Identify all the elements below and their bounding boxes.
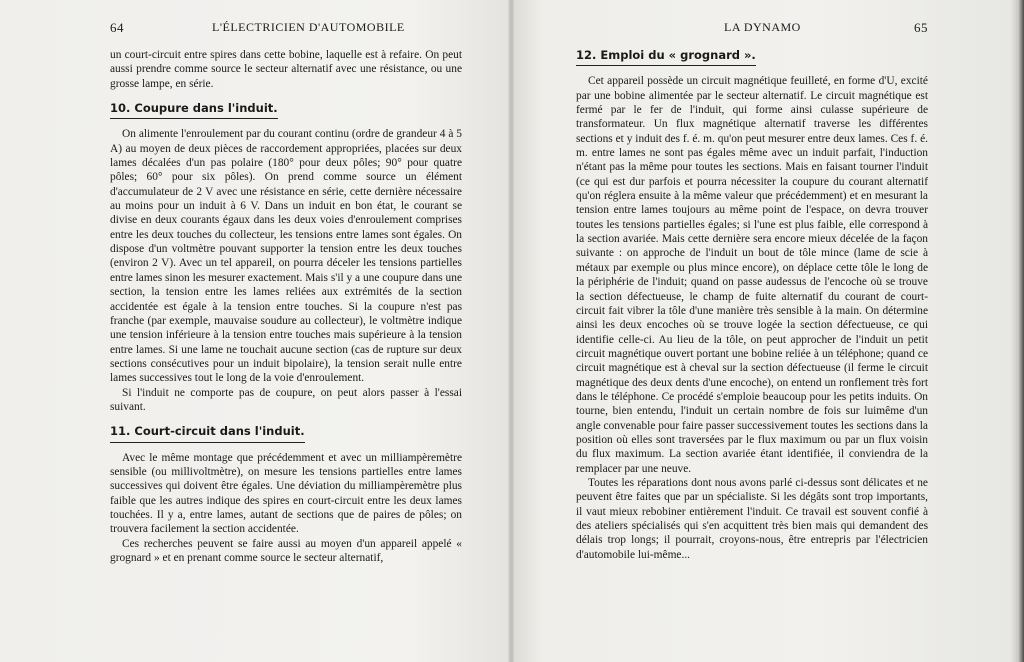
section-10-paragraph-1: On alimente l'enroulement par du courant continu (ordre de grandeur 4 à 5 A) au moyen de deux pièces de raccordement appropriées, placées sur deux lames décalées d'un pas polaire (180° pour deux pôles; 90° pour quatre pôles; 60° pour six pôles). On prend comme source un élément d'accumulateur de 2 V avec une résistance en série, cette dernière nécessaire au moins pour un induit à 6 V. Dans un induit en bon état, le courant se divise en deux courants égaux dans les deux voies d'enroulement comprises entre les deux touches du collecteur, les tensions entre lames sont égales. On dispose d'un voltmètre pouvant supporter la tension entre les deux touches (environ 2 V). Avec un tel appareil, on pourra déceler les tensions partielles entre lames sinon les mesurer exactement. Mais s'il y a une coupure dans une section, la tension entre les lames reliées aux extrémités de la section accidentée est égale à la tension entre touches. Si la coupure n'est pas franche (par exemple, mauvaise soudure au collecteur), le voltmètre indique une tension inférieure à la tension entre touches mais supérieure à la tension entre lames. Si une lame ne touchait aucune section (cas de rupture sur deux sections consécutives pour un induit bipolaire), la tension serait nulle entre lames successives tout le long de la voie d'enroulement. <box>110 128 462 385</box>
right-page <box>512 0 1024 662</box>
right-page-number: 65 <box>914 20 928 35</box>
section-10-paragraph-2: Si l'induit ne comporte pas de coupure, on peut alors passer à l'essai suivant. <box>110 386 462 413</box>
right-page-text <box>576 48 928 562</box>
section-11-paragraph-1: Avec le même montage que précédemment et avec un milliampèremètre sensible (ou millivoltmètre), on mesure les tensions partielles entre lames successives qui doivent être égales. Une déviation du milliampèremètre plus faible que les autres indique des spires en court-circuit entre les deux lames touchées. Il y a, entre lames, autant de sections que de paires de pôles; on trouvera facilement la section accidentée. <box>110 451 462 536</box>
section-11-paragraph-2: Ces recherches peuvent se faire aussi au moyen d'un appareil appelé « grognard » et en prenant comme source le secteur alternatif, <box>110 537 462 564</box>
left-page-number: 64 <box>110 20 124 35</box>
section-12-paragraph-1: Cet appareil possède un circuit magnétique feuilleté, en forme d'U, excité par une bobine alimentée par le secteur alternatif. Le circuit magnétique est fermé par le fer de l'induit, qui forme ainsi culasse supérieure de transformateur. Un flux magnétique alternatif traverse les différentes sections et y induit des f. é. m. qu'on peut mesurer entre deux lames. Ces f. é. m. entre lames ne sont pas égales même avec un induit parfait, l'induction n'étant pas la même pour toutes les sections. Mais en faisant tourner l'induit (ce qui est dur parfois et pourra nécessiter la coupure du courant alternatif qu'on réglera ensuite à la même valeur que précédemment) et en mesurant la tension entre lames toujours au même point de l'espace, on devra trouver toutes les tensions partielles égales; si l'une est plus faible, elle correspond à la section avariée. Mais cette dernière sera encore mieux décelée de la façon suivante : on approche de l'induit un bout de tôle mince (lame de scie à métaux par exemple ou plus mince encore), on déplace cette tôle le long de la périphérie de l'induit; quand on passe audessus de l'encoche où se trouve la section défectueuse, le champ de fuite alternatif du courant de court-circuit fait vibrer la tôle d'une manière très sensible à la main. On détermine ainsi les deux encoches où se trouve logée la section défectueuse, ce qui identifie celle-ci. Au lieu de la tôle, on peut approcher de l'induit un petit circuit magnétique ouvert portant une bobine reliée à un téléphone; quand ce circuit magnétique est à cheval sur la section défectueuse (il ferme le circuit magnétique des deux dents d'une encoche), on entend un ronflement très fort dans le téléphone. Ce procédé s'emploie beaucoup pour les petits induits. On tourne, bien entendu, l'induit un certain nombre de fois sur luimême d'un angle convenable pour faire passer successivement toutes les sections dans la position où elles sont traversées par le flux maximum ou par un flux voisin du flux maximum. La section avariée étant identifiée, il conviendra de la remplacer par une neuve. <box>576 75 928 475</box>
right-running-head: LA DYNAMO <box>724 20 801 34</box>
section-10-heading: 10. Coupure dans l'induit. <box>110 101 278 119</box>
left-page-text <box>110 48 462 565</box>
book-gutter <box>508 0 514 662</box>
section-12-heading: 12. Emploi du « grognard ». <box>576 48 756 66</box>
section-11-heading: 11. Court-circuit dans l'induit. <box>110 424 305 442</box>
section-12-paragraph-2: Toutes les réparations dont nous avons parlé ci-dessus sont délicates et ne peuvent être faites que par un spécialiste. Si les dégâts sont trop importants, il vaut mieux rebobiner entièrement l'induit. Ce travail est souvent confié à des ateliers spécialisés qui s'en acquittent très bien mais qui demandent des délais trop longs; il pourrait, croyons-nous, être entrepris par l'électricien d'automobile lui-même... <box>576 476 928 561</box>
page-edge-shadow <box>1010 0 1024 662</box>
left-intro-paragraph: un court-circuit entre spires dans cette bobine, laquelle est à refaire. On peut aussi prendre comme source le secteur alternatif avec une résistance, ou une grosse lampe, en série. <box>110 49 462 90</box>
left-running-head: L'ÉLECTRICIEN D'AUTOMOBILE <box>212 20 405 34</box>
